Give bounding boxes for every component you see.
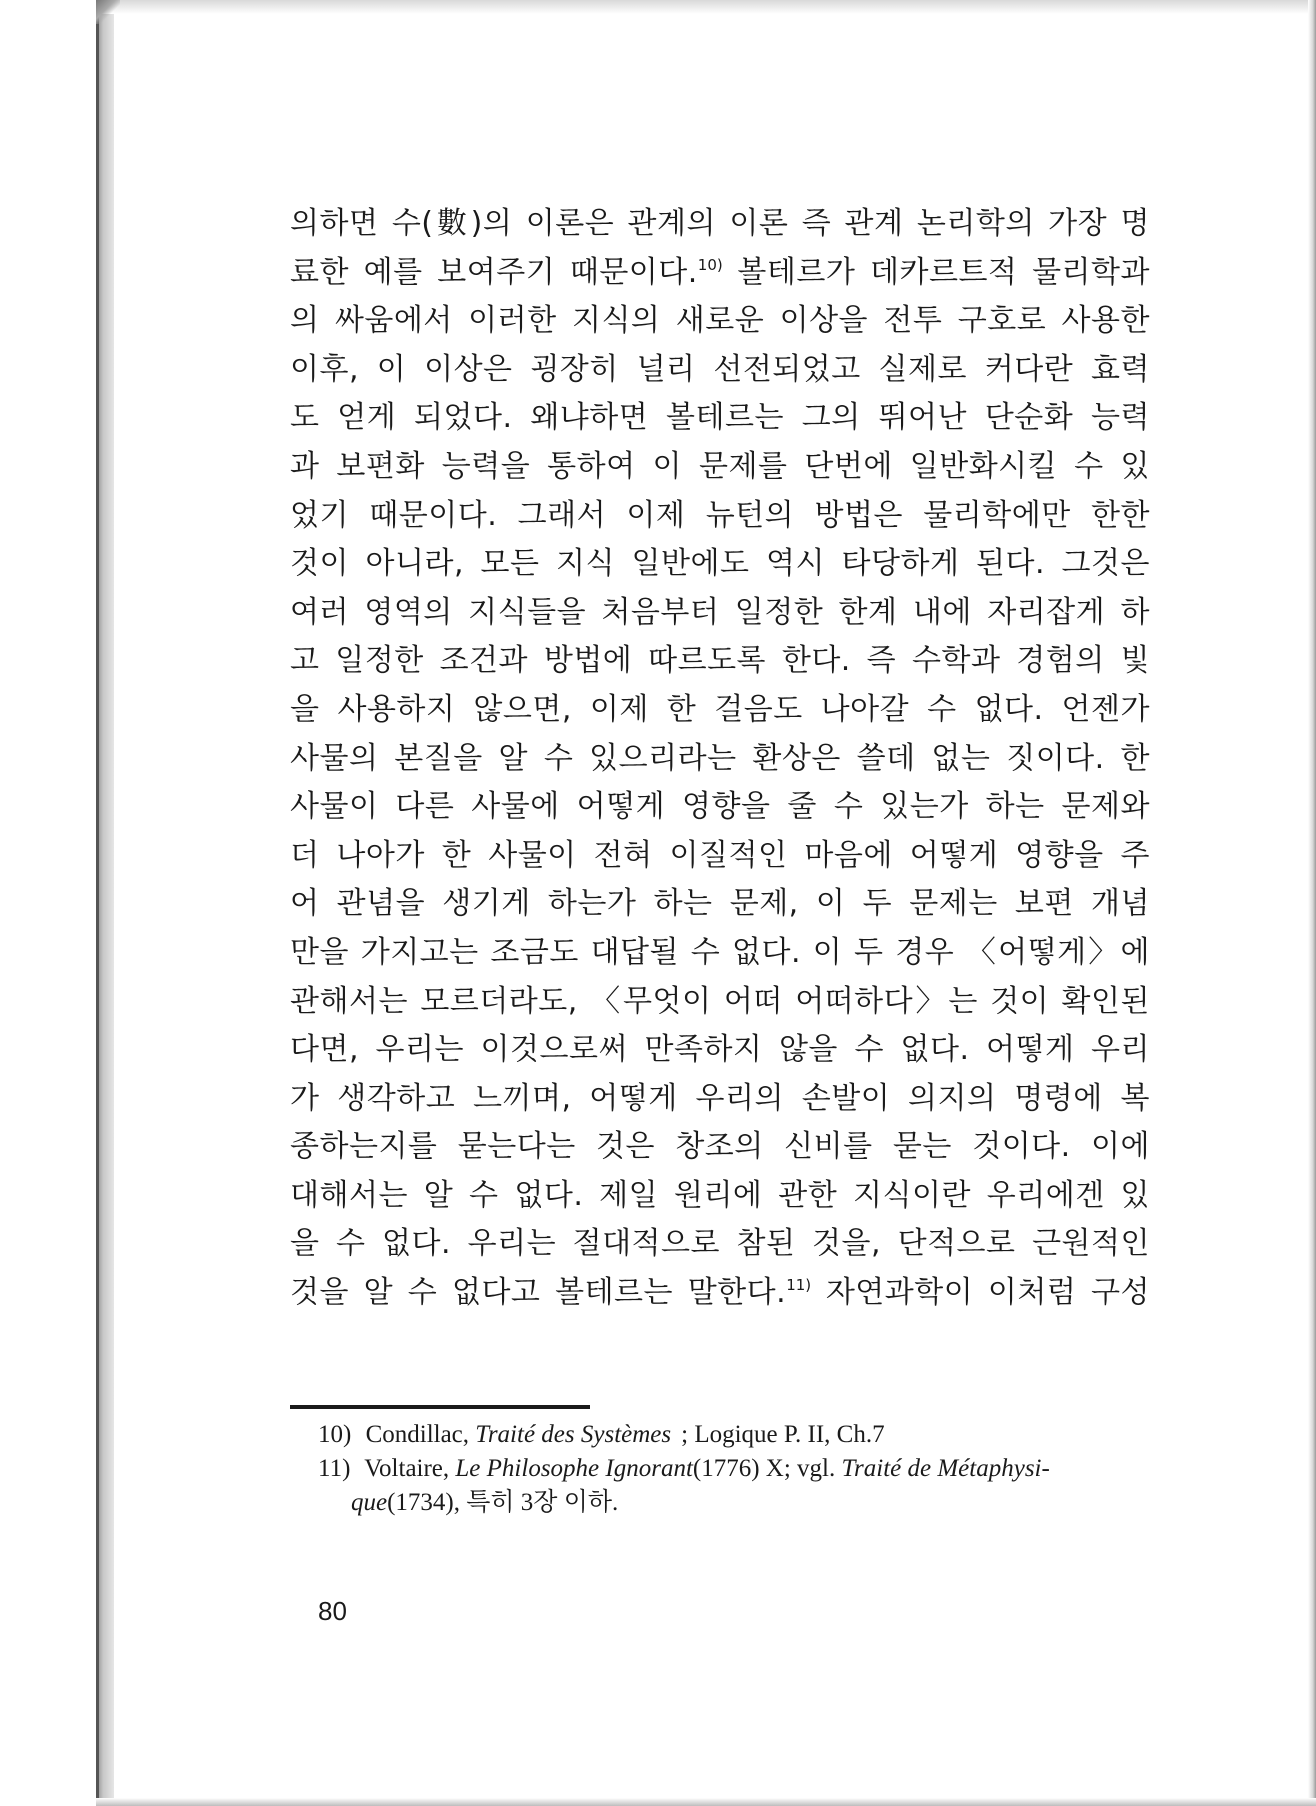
footnote-title-2-cont: que <box>351 1489 388 1516</box>
body-line-text: 관해서는 모르더라도, 〈무엇이 어떠 어떠하다〉는 것이 확인된 <box>290 983 1150 1019</box>
body-line <box>290 540 1150 589</box>
body-line <box>290 492 1150 541</box>
body-line <box>290 832 1150 881</box>
body-line <box>290 1172 1150 1221</box>
footnote-author: Condillac, <box>365 1421 470 1448</box>
body-line <box>290 637 1150 686</box>
body-line-text: 료한 예를 보여주기 때문이다. <box>290 254 698 290</box>
body-line <box>290 1123 1150 1172</box>
body-text <box>290 200 1150 1318</box>
body-line-text: 가 생각하고 느끼며, 어떻게 우리의 손발이 의지의 명령에 복 <box>290 1080 1150 1116</box>
page-number: 80 <box>318 1596 347 1626</box>
footnote-number: 10) <box>318 1421 352 1448</box>
body-line-text: 과 보편화 능력을 통하여 이 문제를 단번에 일반화시킬 수 있 <box>290 448 1150 484</box>
footnote-rest: ; Logique P. II, Ch.7 <box>681 1421 885 1448</box>
footnote-author: Voltaire, <box>364 1455 450 1482</box>
page-top-corner <box>96 0 120 24</box>
body-line <box>290 686 1150 735</box>
body-line-text: 더 나아가 한 사물이 전혀 이질적인 마음에 어떻게 영향을 주 <box>290 837 1150 873</box>
body-line-text: 사물이 다른 사물에 어떻게 영향을 줄 수 있는가 하는 문제와 <box>290 789 1150 825</box>
body-line <box>290 783 1150 832</box>
page-right-edge <box>1308 0 1316 1806</box>
page-bottom-edge <box>96 1798 1316 1806</box>
footnotes <box>318 1418 1158 1520</box>
body-line-text: 만을 가지고는 조금도 대답될 수 없다. 이 두 경우 〈어떻게〉에 <box>290 934 1150 970</box>
body-line-text: 것을 알 수 없다고 볼테르는 말한다. <box>290 1275 787 1311</box>
body-line <box>290 929 1150 978</box>
body-line <box>290 880 1150 929</box>
body-line-text: 의하면 수(數)의 이론은 관계의 이론 즉 관계 논리학의 가장 명 <box>290 206 1150 241</box>
body-line-text: 도 얻게 되었다. 왜냐하면 볼테르는 그의 뛰어난 단순화 능력 <box>290 400 1150 436</box>
footnote-marker: 10) <box>697 255 723 274</box>
footnote-10 <box>318 1418 1158 1452</box>
body-line <box>290 297 1150 346</box>
footnote-title: Le Philosophe Ignorant <box>455 1455 693 1482</box>
body-line-text: 을 사용하지 않으면, 이제 한 걸음도 나아갈 수 없다. 언젠가 <box>290 691 1150 727</box>
body-line <box>290 1269 1150 1318</box>
body-line-text: 고 일정한 조건과 방법에 따르도록 한다. 즉 수학과 경험의 빛 <box>290 643 1150 679</box>
body-line-text: 것이 아니라, 모든 지식 일반에도 역시 타당하게 된다. 그것은 <box>290 546 1150 582</box>
body-line-text: 사물의 본질을 알 수 있으리라는 환상은 쓸데 없는 짓이다. 한 <box>290 740 1150 776</box>
body-line-text: 종하는지를 묻는다는 것은 창조의 신비를 묻는 것이다. 이에 <box>290 1129 1150 1165</box>
footnote-title: Traité des Systèmes <box>475 1421 672 1448</box>
body-line <box>290 346 1150 395</box>
footnote-number: 11) <box>318 1455 351 1482</box>
book-spine-edge <box>96 0 99 1806</box>
footnote-mid: (1776) X; vgl. <box>692 1455 836 1482</box>
body-line <box>290 1220 1150 1269</box>
footnote-11 <box>318 1452 1158 1486</box>
body-line <box>290 249 1150 298</box>
body-line <box>290 443 1150 492</box>
body-line-text: 다면, 우리는 이것으로써 만족하지 않을 수 없다. 어떻게 우리 <box>290 1032 1150 1068</box>
body-line-text: 여러 영역의 지식들을 처음부터 일정한 한계 내에 자리잡게 하 <box>290 594 1150 630</box>
body-line-text: 었기 때문이다. 그래서 이제 뉴턴의 방법은 물리학에만 한한 <box>290 497 1150 533</box>
footnote-separator <box>290 1405 590 1409</box>
body-line-text: 의 싸움에서 이러한 지식의 새로운 이상을 전투 구호로 사용한 <box>290 303 1150 339</box>
footnote-marker: 11) <box>786 1276 812 1295</box>
body-line <box>290 394 1150 443</box>
body-line-text-after: 자연과학이 이처럼 구성 <box>811 1275 1150 1311</box>
footnote-11-continued <box>318 1486 1158 1520</box>
body-line-text: 대해서는 알 수 없다. 제일 원리에 관한 지식이란 우리에겐 있 <box>290 1177 1150 1213</box>
body-line-text-after: 볼테르가 데카르트적 물리학과 <box>722 254 1150 290</box>
body-line <box>290 1026 1150 1075</box>
body-line <box>290 589 1150 638</box>
body-line <box>290 978 1150 1027</box>
body-line <box>290 1075 1150 1124</box>
body-line-text: 을 수 없다. 우리는 절대적으로 참된 것을, 단적으로 근원적인 <box>290 1226 1150 1262</box>
body-line-text: 이후, 이 이상은 굉장히 널리 선전되었고 실제로 커다란 효력 <box>290 351 1150 387</box>
body-line <box>290 735 1150 784</box>
footnote-title-2: Traité de Métaphysi- <box>841 1455 1050 1482</box>
body-line-text: 어 관념을 생기게 하는가 하는 문제, 이 두 문제는 보편 개념 <box>290 886 1150 922</box>
footnote-rest: (1734), 특히 3장 이하. <box>387 1489 619 1516</box>
page-top-fold <box>96 0 1316 14</box>
body-line <box>290 200 1150 249</box>
